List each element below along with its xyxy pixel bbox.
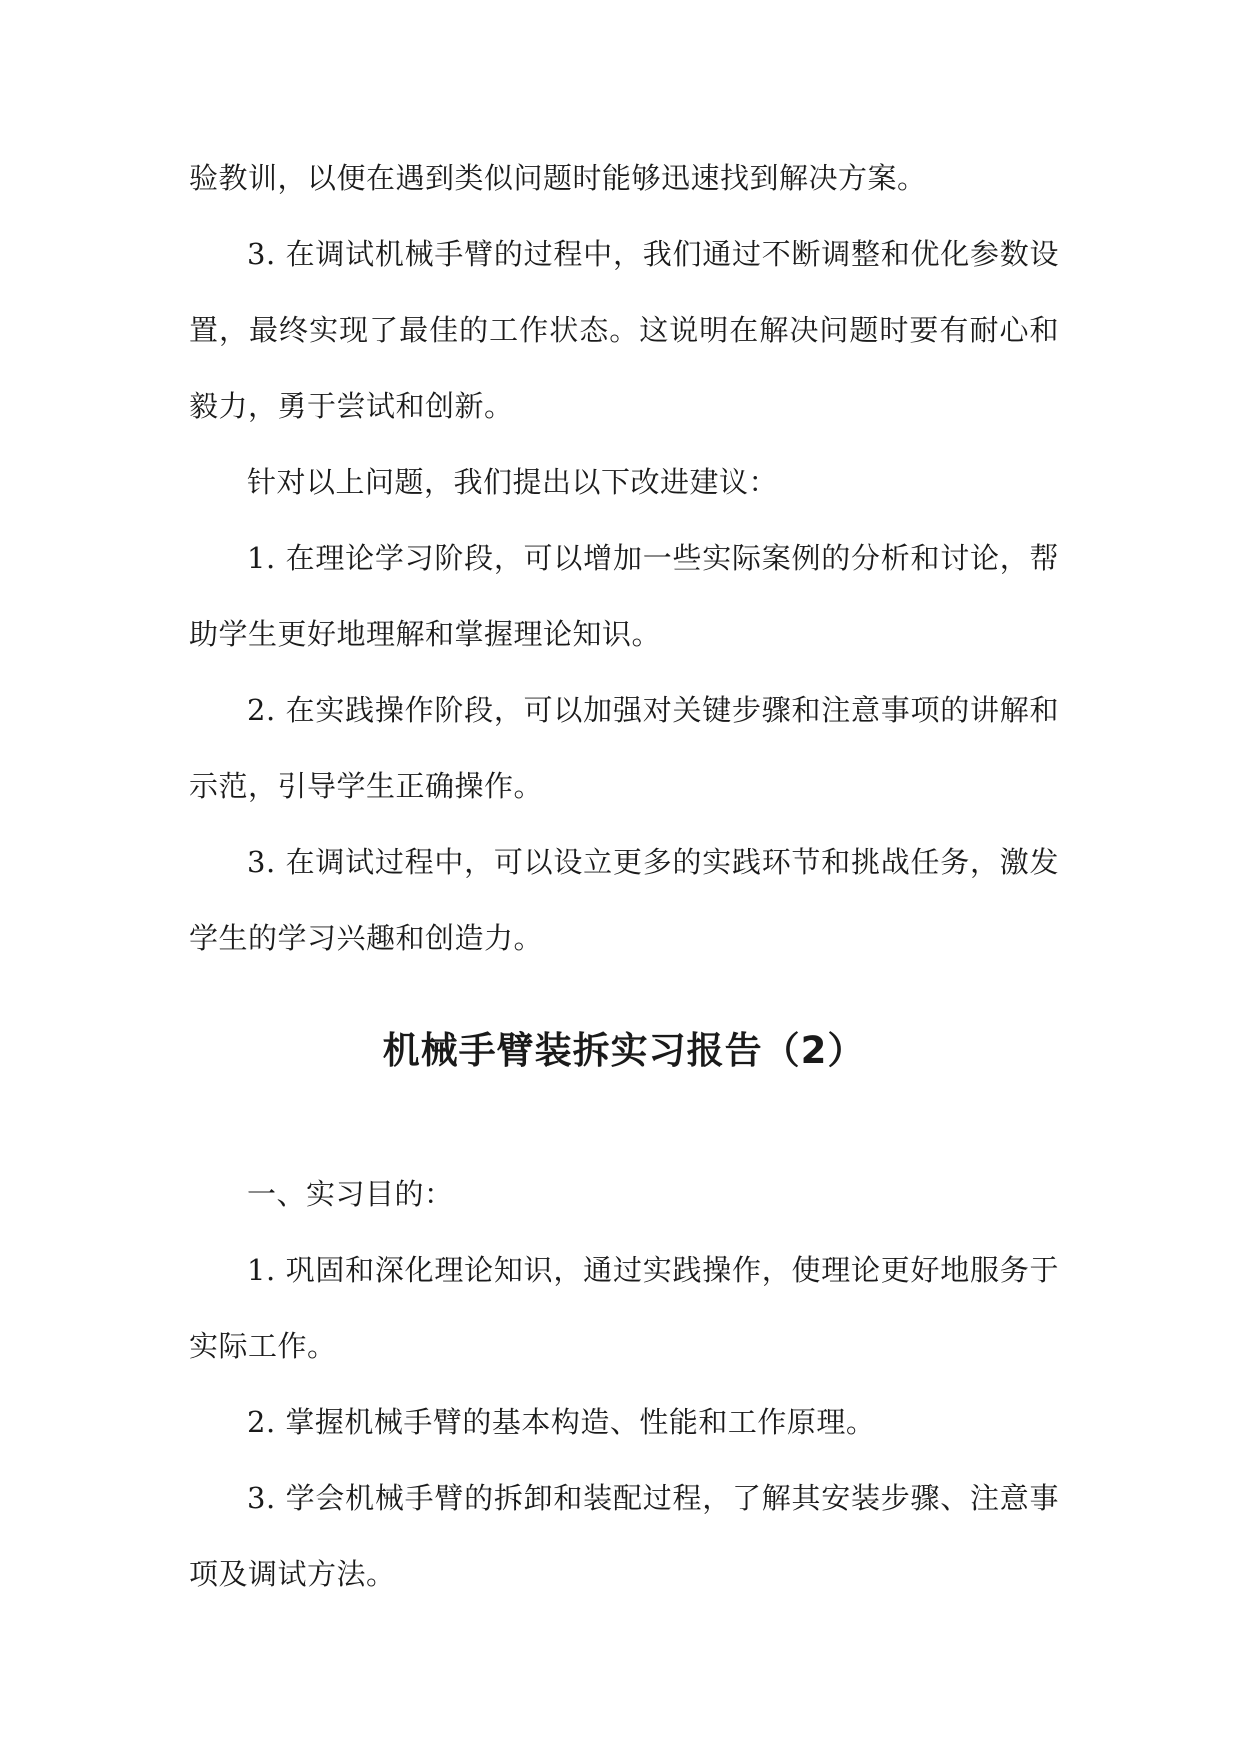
paragraph: 一、实习目的： [247, 1177, 454, 1211]
document-body [189, 140, 1059, 1612]
section-title: 机械手臂装拆实习报告（2） [382, 1029, 866, 1072]
paragraph: 3. 在调试过程中，可以设立更多的实践环节和挑战任务，激发学生的学习兴趣和创造力。 [189, 845, 1059, 955]
paragraph: 1. 巩固和深化理论知识，通过实践操作，使理论更好地服务于实际工作。 [189, 1253, 1059, 1363]
paragraph: 2. 掌握机械手臂的基本构造、性能和工作原理。 [247, 1405, 876, 1439]
paragraph: 验教训，以便在遇到类似问题时能够迅速找到解决方案。 [189, 161, 927, 195]
paragraph: 1. 在理论学习阶段，可以增加一些实际案例的分析和讨论，帮助学生更好地理解和掌握理论知识。 [189, 541, 1059, 651]
paragraph: 3. 在调试机械手臂的过程中，我们通过不断调整和优化参数设置，最终实现了最佳的工作状态。这说明在解决问题时要有耐心和毅力，勇于尝试和创新。 [189, 237, 1059, 423]
paragraph: 针对以上问题，我们提出以下改进建议： [247, 465, 779, 499]
paragraph: 3. 学会机械手臂的拆卸和装配过程，了解其安装步骤、注意事项及调试方法。 [189, 1481, 1059, 1591]
paragraph: 2. 在实践操作阶段，可以加强对关键步骤和注意事项的讲解和示范，引导学生正确操作。 [189, 693, 1059, 803]
